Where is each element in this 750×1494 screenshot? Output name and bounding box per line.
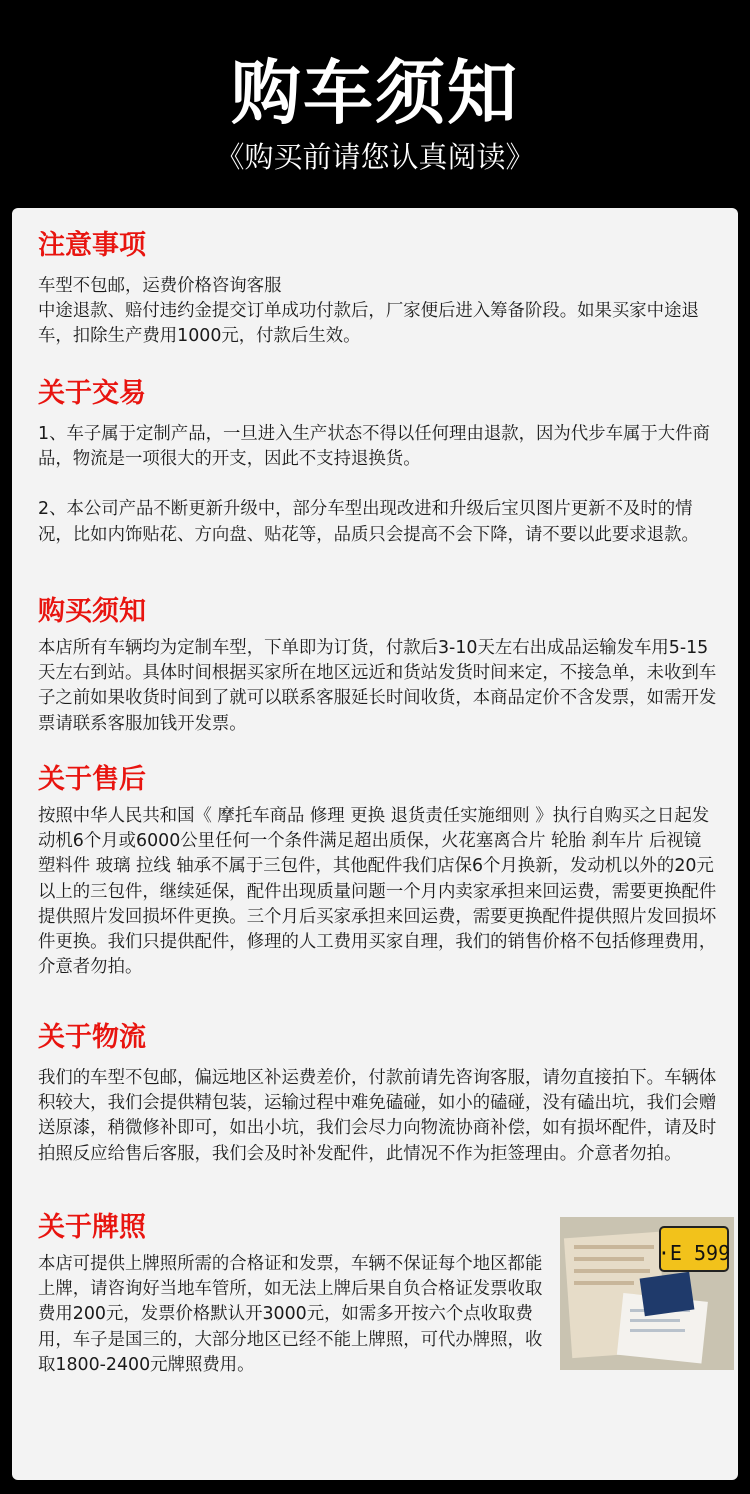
section-body-license	[38, 1252, 548, 1378]
section-title-logistics: 关于物流	[38, 1022, 146, 1053]
section-body-logistics	[38, 1066, 724, 1167]
section-title-purchase: 购买须知	[38, 596, 146, 627]
notice-panel	[12, 208, 738, 1480]
section-title-license: 关于牌照	[38, 1212, 146, 1243]
license-documents-photo	[560, 1217, 734, 1370]
section-paragraph: 按照中华人民共和国《 摩托车商品 修理 更换 退货责任实施细则 》执行自购买之日起发动机6个月或6000公里任何一个条件满足超出质保，火花塞离合片 轮胎 刹车片 后视镜 塑料件 玻璃 拉线 轴承不属于三包件，其他配件我们店保6个月换新，发动机以外的20元以上的三包件，继续延保，配件出现质量问题一个月内卖家承担来回运费，需要更换配件提供照片发回损坏件更换。三个月后买家承担来回运费，需要更换配件提供照片发回损坏件更换。我们只提供配件，修理的人工费用买家自理，我们的销售价格不包括修理费用，介意者勿拍。	[38, 806, 717, 978]
section-body-purchase	[38, 636, 724, 737]
page-subtitle: 《购买前请您认真阅读》	[215, 140, 535, 174]
page-title: 购车须知	[231, 52, 519, 134]
section-paragraph: 本店可提供上牌照所需的合格证和发票，车辆不保证每个地区都能上牌，请咨询好当地车管所，如无法上牌后果自负合格证发票收取费用200元，发票价格默认开3000元，如需多开按六个点收取费用，车子是国三的，大部分地区已经不能上牌照，可代办牌照，收取1800-2400元牌照费用。	[38, 1254, 543, 1375]
section-body-notes	[38, 274, 724, 350]
license-photo-illustration	[560, 1217, 734, 1370]
section-title-trade: 关于交易	[38, 378, 146, 409]
section-paragraph: 1、车子属于定制产品，一旦进入生产状态不得以任何理由退款，因为代步车属于大件商品，物流是一项很大的开支，因此不支持退换货。	[38, 424, 710, 470]
section-paragraph: 车型不包邮，运费价格咨询客服	[38, 276, 282, 296]
section-title-aftersales: 关于售后	[38, 764, 146, 795]
section-paragraph: 2、本公司产品不断更新升级中，部分车型出现改进和升级后宝贝图片更新不及时的情况，比如内饰贴花、方向盘、贴花等，品质只会提高不会下降，请不要以此要求退款。	[38, 499, 699, 545]
page-header	[0, 0, 750, 205]
section-body-trade	[38, 422, 724, 548]
section-paragraph: 本店所有车辆均为定制车型，下单即为订货，付款后3-10天左右出成品运输发车用5-15天左右到站。具体时间根据买家所在地区远近和货站发货时间来定，不接急单，未收到车子之前如果收货时间到了就可以联系客服延长时间收货，本商品定价不含发票，如需开发票请联系客服加钱开发票。	[38, 638, 717, 734]
section-body-aftersales	[38, 804, 724, 980]
section-title-notes: 注意事项	[38, 230, 146, 261]
license-plate-text: ·E 599	[657, 1241, 731, 1265]
section-paragraph: 中途退款、赔付违约金提交订单成功付款后，厂家便后进入筹备阶段。如果买家中途退车，扣除生产费用1000元，付款后生效。	[38, 301, 699, 347]
section-paragraph: 我们的车型不包邮，偏远地区补运费差价，付款前请先咨询客服，请勿直接拍下。车辆体积较大，我们会提供精包装，运输过程中难免磕碰，如小的磕碰，没有磕出坑，我们会赠送原漆，稍微修补即可，如出小坑，我们会尽力向物流协商补偿，如有损坏配件，请及时拍照反应给售后客服，我们会及时补发配件，此情况不作为拒签理由。介意者勿拍。	[38, 1068, 717, 1164]
